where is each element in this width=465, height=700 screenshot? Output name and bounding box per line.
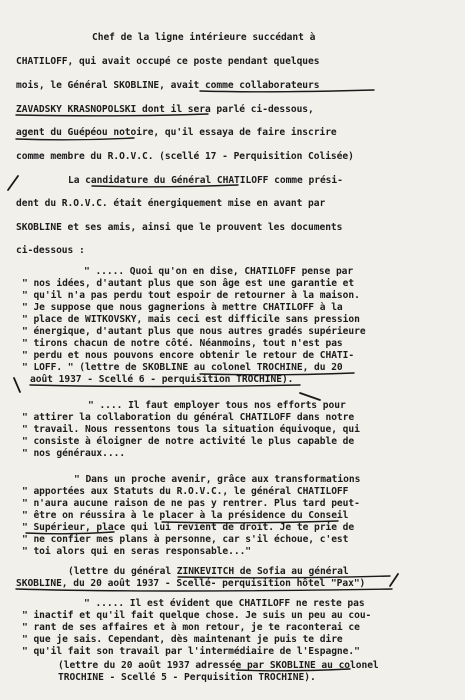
text-line: " ..... Quoi qu'on en dise, CHATILOFF pense par bbox=[84, 266, 354, 277]
text-line: " consiste à éloigner de notre activité le plus capable de bbox=[22, 436, 355, 447]
text-line: " perdu et nous pouvons encore obtenir le retour de CHATI- bbox=[22, 350, 355, 361]
text-line: ZAVADSKY KRASNOPOLSKI dont il sera parlé ci-dessous, bbox=[16, 104, 314, 115]
text-line: Chef de la ligne intérieure succédant à bbox=[92, 32, 316, 43]
text-line: TROCHINE - Scellé 5 - Perquisition TROCHINE). bbox=[58, 672, 316, 683]
text-line: comme membre du R.O.V.C. (scellé 17 - Perquisition Colisée) bbox=[16, 151, 354, 162]
text-line: (lettre du général ZINKEVITCH de Sofia au général bbox=[68, 566, 349, 577]
text-line: " toi alors qui en seras responsable..." bbox=[22, 546, 252, 557]
text-line: " être on réussira à le placer à la présidence du Conseil bbox=[22, 510, 349, 521]
text-line: " place de WITKOVSKY, mais ceci est difficile sans pression bbox=[22, 314, 360, 325]
text-line: " nos idées, d'autant plus que son âge est une garantie et bbox=[22, 278, 355, 289]
text-line: août 1937 - Scellé 6 - perquisition TROCHINE). bbox=[30, 374, 294, 385]
text-line: " qu'il n'a pas perdu tout espoir de retourner à la maison. bbox=[22, 290, 360, 301]
text-line: (lettre du 20 août 1937 adressée par SKOBLINE au colonel bbox=[58, 660, 379, 671]
text-line: " Dans un proche avenir, grâce aux transformations bbox=[74, 474, 361, 485]
text-line: " ne confier mes plans à personne, car s'il échoue, c'est bbox=[22, 534, 349, 545]
text-line: ci-dessous : bbox=[16, 245, 85, 256]
text-line: " Je suppose que nous gagnerions à mettre CHATILOFF à la bbox=[22, 302, 343, 313]
text-line: " rant de ses affaires et à mon retour, je te raconterai ce bbox=[22, 622, 360, 633]
text-line: " n'aura aucune raison de ne pas y rentrer. Plus tard peut- bbox=[22, 498, 360, 509]
text-line: agent du Guépéou notoire, qu'il essaya de faire inscrire bbox=[16, 127, 337, 138]
text-line: " .... Il faut employer tous nos efforts pour bbox=[88, 400, 346, 411]
text-line: " LOFF. " (lettre de SKOBLINE au colonel TROCHINE, du 20 bbox=[22, 362, 343, 373]
text-line: La candidature du Général CHATILOFF comme prési- bbox=[68, 175, 343, 186]
text-line: " tirons chacun de notre côté. Néanmoins, tout n'est pas bbox=[22, 338, 343, 349]
text-line: " que je sais. Cependant, dès maintenant je puis te dire bbox=[22, 634, 343, 645]
text-line: " attirer la collaboration du général CHATILOFF dans notre bbox=[22, 412, 355, 423]
text-line: " apportées aux Statuts du R.O.V.C., le général CHATILOFF bbox=[22, 486, 349, 497]
text-line: " nos généraux.... bbox=[22, 448, 126, 459]
text-line: mois, le Général SKOBLINE, avait comme collaborateurs bbox=[16, 80, 320, 91]
text-line: " inactif et qu'il fait quelque chose. Je suis un peu au cou- bbox=[22, 610, 372, 621]
text-line: SKOBLINE, du 20 août 1937 - Scellé- perquisition hôtel "Pax") bbox=[16, 578, 366, 589]
text-line: dent du R.O.V.C. était énergiquement mise en avant par bbox=[16, 198, 326, 209]
text-line: SKOBLINE et ses amis, ainsi que le prouvent les documents bbox=[16, 222, 343, 233]
text-line: " ..... Il est évident que CHATILOFF ne reste pas bbox=[84, 598, 365, 609]
text-line: " travail. Nous ressentons tous la situation équivoque, qui bbox=[22, 424, 360, 435]
text-line: " Supérieur, place qui lui revient de droit. Je te prie de bbox=[22, 522, 355, 533]
text-line: " énergique, d'autant plus que nous autres gradés supérieure bbox=[22, 326, 366, 337]
text-line: " qu'il fait son travail par l'intermédiaire de l'Espagne." bbox=[22, 646, 360, 657]
text-line: CHATILOFF, qui avait occupé ce poste pendant quelques bbox=[16, 56, 320, 67]
